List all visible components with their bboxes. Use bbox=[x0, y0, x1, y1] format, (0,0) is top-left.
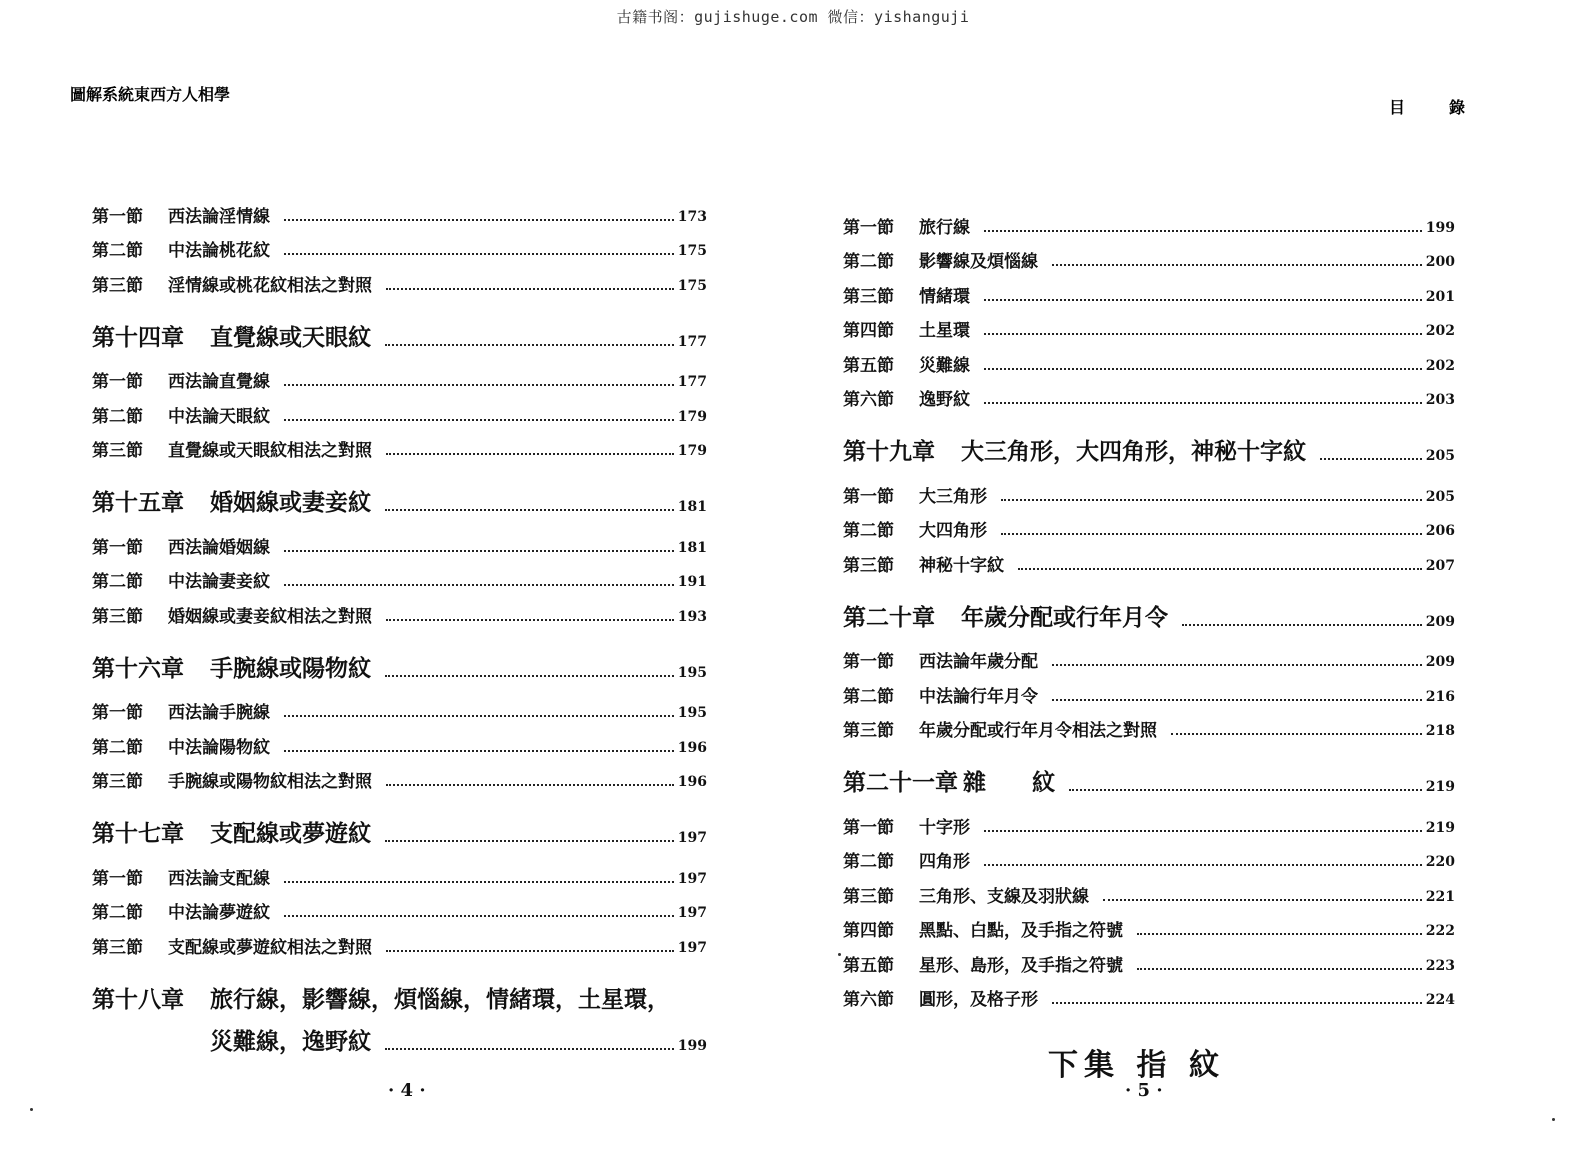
section-number: 第四節 bbox=[843, 321, 894, 341]
section-number: 第一節 bbox=[843, 652, 894, 672]
page-number: 203 bbox=[1425, 392, 1455, 408]
toc-chapter-row bbox=[92, 968, 707, 1014]
page-number: 200 bbox=[1425, 254, 1455, 270]
dot-leader bbox=[984, 368, 1422, 370]
toc-section-row bbox=[843, 472, 1455, 507]
section-number: 第二節 bbox=[843, 852, 894, 872]
dot-leader bbox=[984, 402, 1422, 404]
section-number: 第三節 bbox=[843, 555, 894, 576]
section-title: 中法論桃花紋 bbox=[168, 241, 270, 261]
dot-leader bbox=[284, 419, 674, 421]
section-number: 第一節 bbox=[92, 703, 143, 723]
part-title: 下集 指 紋 bbox=[1048, 1048, 1225, 1083]
toc-section-row bbox=[92, 227, 707, 262]
dot-leader bbox=[1001, 499, 1422, 501]
toc-section-row bbox=[843, 203, 1455, 238]
page-number: 218 bbox=[1425, 723, 1455, 739]
section-title: 婚姻線或妻妾紋相法之對照 bbox=[168, 606, 372, 627]
dot-leader bbox=[1182, 624, 1422, 626]
scan-speck bbox=[838, 953, 841, 956]
dot-leader bbox=[1103, 899, 1422, 901]
toc-section-row bbox=[92, 192, 707, 227]
page-number: 195 bbox=[677, 664, 707, 681]
dot-leader bbox=[386, 950, 674, 952]
section-title: 中法論夢遊紋 bbox=[168, 903, 270, 923]
page-number: 177 bbox=[677, 374, 707, 390]
toc-section-row bbox=[843, 672, 1455, 707]
dot-leader bbox=[1052, 664, 1422, 666]
toc-section-row bbox=[843, 838, 1455, 873]
page-number: 197 bbox=[677, 870, 707, 887]
dot-leader bbox=[284, 915, 674, 917]
section-number: 第三節 bbox=[92, 441, 143, 461]
chapter-number: 第二十一章 bbox=[843, 769, 958, 796]
chapter-number: 第十四章 bbox=[92, 323, 184, 351]
running-head-right: 目錄 bbox=[1389, 98, 1510, 117]
section-title: 情緒環 bbox=[919, 286, 970, 307]
page-number: 197 bbox=[677, 939, 707, 956]
toc-section-row bbox=[843, 976, 1455, 1011]
toc-section-row bbox=[92, 889, 707, 924]
page-number: 196 bbox=[677, 739, 707, 756]
section-number: 第四節 bbox=[843, 921, 894, 941]
dot-leader bbox=[1052, 1002, 1422, 1004]
toc-chapter-row bbox=[92, 637, 707, 683]
section-number: 第一節 bbox=[843, 486, 894, 507]
toc-section-row bbox=[92, 689, 707, 724]
toc-left bbox=[92, 192, 707, 1056]
toc-chapter-row bbox=[92, 306, 707, 352]
chapter-number: 第十九章 bbox=[843, 438, 935, 465]
section-title: 年歲分配或行年月令相法之對照 bbox=[919, 721, 1157, 741]
section-title: 西法論支配線 bbox=[168, 868, 270, 889]
page-number: 175 bbox=[677, 277, 707, 294]
section-number: 第三節 bbox=[843, 286, 894, 307]
dot-leader bbox=[1001, 533, 1422, 535]
chapter-number: 第二十章 bbox=[843, 603, 935, 631]
section-title: 災難線 bbox=[919, 355, 970, 376]
chapter-title: 年歲分配或行年月令 bbox=[961, 603, 1168, 631]
dot-leader bbox=[385, 840, 674, 842]
dot-leader bbox=[284, 715, 674, 717]
chapter-title: 雜 紋 bbox=[963, 769, 1055, 796]
chapter-title: 旅行線，影響線，煩惱線，情緒環，土星環， bbox=[210, 985, 670, 1013]
section-number: 第二節 bbox=[92, 241, 143, 261]
page-number: 181 bbox=[677, 539, 707, 556]
section-title: 逸野紋 bbox=[919, 390, 970, 410]
section-number: 第一節 bbox=[843, 817, 894, 838]
dot-leader bbox=[386, 619, 674, 621]
toc-section-row bbox=[92, 261, 707, 296]
toc-section-row bbox=[843, 803, 1455, 838]
section-title: 土星環 bbox=[919, 321, 970, 341]
toc-section-row bbox=[843, 907, 1455, 942]
toc-section-row bbox=[843, 341, 1455, 376]
page-number: 196 bbox=[677, 774, 707, 790]
section-number: 第一節 bbox=[92, 537, 143, 558]
dot-leader bbox=[284, 253, 674, 255]
chapter-number: 第十七章 bbox=[92, 820, 184, 847]
page-number: 209 bbox=[1425, 654, 1455, 670]
page-number: 197 bbox=[677, 830, 707, 846]
section-number: 第三節 bbox=[92, 937, 143, 958]
section-number: 第五節 bbox=[843, 955, 894, 976]
section-number: 第三節 bbox=[843, 886, 894, 907]
toc-section-row bbox=[92, 758, 707, 793]
section-title: 黑點、白點，及手指之符號 bbox=[919, 921, 1123, 941]
dot-leader bbox=[284, 550, 674, 552]
page-number: 193 bbox=[677, 608, 707, 625]
page-number: 191 bbox=[677, 574, 707, 590]
section-title: 中法論妻妾紋 bbox=[168, 572, 270, 592]
section-number: 第三節 bbox=[92, 772, 143, 792]
chapter-number: 第十八章 bbox=[92, 985, 184, 1013]
dot-leader bbox=[1171, 733, 1422, 735]
chapter-number: 第十六章 bbox=[92, 654, 184, 682]
toc-section-row bbox=[843, 376, 1455, 411]
page-number: 199 bbox=[1425, 219, 1455, 236]
dot-leader bbox=[1052, 699, 1422, 701]
page-number: 195 bbox=[677, 705, 707, 721]
section-title: 淫情線或桃花紋相法之對照 bbox=[168, 275, 372, 296]
section-title: 旅行線 bbox=[919, 217, 970, 238]
page-number: 173 bbox=[677, 208, 707, 225]
toc-right bbox=[843, 203, 1455, 1010]
section-title: 支配線或夢遊紋相法之對照 bbox=[168, 937, 372, 958]
toc-section-row bbox=[92, 923, 707, 958]
toc-chapter-continuation bbox=[92, 1014, 707, 1056]
dot-leader bbox=[984, 333, 1422, 335]
page-number: 224 bbox=[1425, 992, 1455, 1008]
section-number: 第二節 bbox=[92, 406, 143, 427]
dot-leader bbox=[284, 584, 674, 586]
dot-leader bbox=[385, 509, 674, 511]
section-number: 第六節 bbox=[843, 990, 894, 1010]
dot-leader bbox=[386, 453, 674, 455]
section-number: 第一節 bbox=[92, 206, 143, 227]
folio-left: · 4 · bbox=[388, 1080, 426, 1101]
section-number: 第一節 bbox=[843, 217, 894, 238]
section-title: 神秘十字紋 bbox=[919, 555, 1004, 576]
toc-chapter-row bbox=[843, 751, 1455, 797]
toc-chapter-row bbox=[92, 802, 707, 848]
dot-leader bbox=[385, 1048, 674, 1050]
dot-leader bbox=[1018, 568, 1422, 570]
chapter-title-continued: 災難線，逸野紋 bbox=[210, 1027, 371, 1055]
chapter-title: 直覺線或天眼紋 bbox=[210, 323, 371, 351]
page-number: 216 bbox=[1425, 688, 1455, 705]
dot-leader bbox=[284, 750, 674, 752]
page-number: 199 bbox=[677, 1037, 707, 1054]
dot-leader bbox=[284, 384, 674, 386]
section-number: 第二節 bbox=[843, 686, 894, 707]
section-number: 第一節 bbox=[92, 372, 143, 392]
page-number: 201 bbox=[1425, 288, 1455, 305]
section-title: 西法論淫情線 bbox=[168, 206, 270, 227]
dot-leader bbox=[1069, 789, 1422, 791]
dot-leader bbox=[1137, 968, 1422, 970]
dot-leader bbox=[284, 219, 674, 221]
dot-leader bbox=[284, 881, 674, 883]
toc-section-row bbox=[92, 392, 707, 427]
dot-leader bbox=[984, 864, 1422, 866]
section-title: 直覺線或天眼紋相法之對照 bbox=[168, 441, 372, 461]
toc-section-row bbox=[843, 238, 1455, 273]
section-title: 西法論手腕線 bbox=[168, 703, 270, 723]
toc-section-row bbox=[843, 941, 1455, 976]
section-title: 圓形，及格子形 bbox=[919, 990, 1038, 1010]
right-page bbox=[793, 0, 1586, 1175]
section-number: 第二節 bbox=[843, 521, 894, 541]
dot-leader bbox=[386, 784, 674, 786]
page-number: 175 bbox=[677, 243, 707, 259]
page-number: 202 bbox=[1425, 323, 1455, 339]
page-number: 207 bbox=[1425, 557, 1455, 574]
section-number: 第二節 bbox=[92, 903, 143, 923]
page-number: 205 bbox=[1425, 448, 1455, 464]
section-number: 第二節 bbox=[843, 252, 894, 272]
chapter-title: 手腕線或陽物紋 bbox=[210, 654, 371, 682]
page-number: 206 bbox=[1425, 523, 1455, 539]
page-number: 223 bbox=[1425, 957, 1455, 974]
toc-section-row bbox=[843, 272, 1455, 307]
section-number: 第五節 bbox=[843, 355, 894, 376]
page-number: 220 bbox=[1425, 854, 1455, 870]
toc-chapter-row bbox=[843, 586, 1455, 632]
chapter-title: 大三角形，大四角形，神秘十字紋 bbox=[961, 438, 1306, 465]
page-number: 197 bbox=[677, 905, 707, 921]
toc-section-row bbox=[92, 723, 707, 758]
page-number: 205 bbox=[1425, 488, 1455, 505]
section-title: 十字形 bbox=[919, 817, 970, 838]
toc-section-row bbox=[92, 523, 707, 558]
page-number: 219 bbox=[1425, 779, 1455, 795]
toc-section-row bbox=[92, 358, 707, 393]
dot-leader bbox=[984, 230, 1422, 232]
scan-speck bbox=[1552, 1118, 1555, 1121]
section-number: 第二節 bbox=[92, 572, 143, 592]
section-number: 第二節 bbox=[92, 737, 143, 758]
page-number: 219 bbox=[1425, 819, 1455, 836]
page-number: 181 bbox=[677, 499, 707, 515]
page-number: 221 bbox=[1425, 888, 1455, 905]
toc-section-row bbox=[92, 592, 707, 627]
page-number: 222 bbox=[1425, 923, 1455, 939]
section-title: 大三角形 bbox=[919, 486, 987, 507]
section-title: 四角形 bbox=[919, 852, 970, 872]
section-title: 手腕線或陽物紋相法之對照 bbox=[168, 772, 372, 792]
section-title: 中法論天眼紋 bbox=[168, 406, 270, 427]
chapter-title: 婚姻線或妻妾紋 bbox=[210, 489, 371, 516]
toc-section-row bbox=[92, 427, 707, 462]
section-number: 第三節 bbox=[92, 606, 143, 627]
toc-section-row bbox=[92, 558, 707, 593]
chapter-number: 第十五章 bbox=[92, 489, 184, 516]
toc-chapter-row bbox=[92, 471, 707, 517]
toc-section-row bbox=[843, 638, 1455, 673]
section-title: 星形、島形，及手指之符號 bbox=[919, 955, 1123, 976]
chapter-title: 支配線或夢遊紋 bbox=[210, 820, 371, 847]
section-number: 第三節 bbox=[92, 275, 143, 296]
toc-chapter-row bbox=[843, 420, 1455, 466]
running-head-left: 圖解系統東西方人相學 bbox=[70, 85, 231, 104]
section-title: 西法論直覺線 bbox=[168, 372, 270, 392]
page-number: 179 bbox=[677, 443, 707, 459]
page-number: 179 bbox=[677, 408, 707, 425]
section-title: 三角形、支線及羽狀線 bbox=[919, 886, 1089, 907]
section-title: 中法論陽物紋 bbox=[168, 737, 270, 758]
toc-section-row bbox=[843, 541, 1455, 576]
section-number: 第六節 bbox=[843, 390, 894, 410]
page-number: 177 bbox=[677, 333, 707, 350]
section-title: 中法論行年月令 bbox=[919, 686, 1038, 707]
page-number: 202 bbox=[1425, 357, 1455, 374]
folio-right: · 5 · bbox=[1125, 1080, 1163, 1101]
toc-section-row bbox=[843, 872, 1455, 907]
dot-leader bbox=[385, 675, 674, 677]
dot-leader bbox=[984, 299, 1422, 301]
section-title: 影響線及煩惱線 bbox=[919, 252, 1038, 272]
toc-section-row bbox=[843, 507, 1455, 542]
dot-leader bbox=[1137, 933, 1422, 935]
section-title: 西法論婚姻線 bbox=[168, 537, 270, 558]
toc-section-row bbox=[843, 307, 1455, 342]
dot-leader bbox=[984, 830, 1422, 832]
toc-section-row bbox=[843, 707, 1455, 742]
section-number: 第一節 bbox=[92, 868, 143, 889]
watermark: 古籍书阁：gujishuge.com 微信：yishanguji bbox=[616, 8, 970, 26]
dot-leader bbox=[385, 344, 674, 346]
toc-section-row bbox=[92, 854, 707, 889]
section-number: 第三節 bbox=[843, 721, 894, 741]
dot-leader bbox=[1320, 458, 1422, 460]
dot-leader bbox=[1052, 264, 1422, 266]
section-title: 大四角形 bbox=[919, 521, 987, 541]
scan-speck bbox=[30, 1108, 33, 1111]
section-title: 西法論年歲分配 bbox=[919, 652, 1038, 672]
dot-leader bbox=[386, 288, 674, 290]
page-number: 209 bbox=[1425, 613, 1455, 630]
